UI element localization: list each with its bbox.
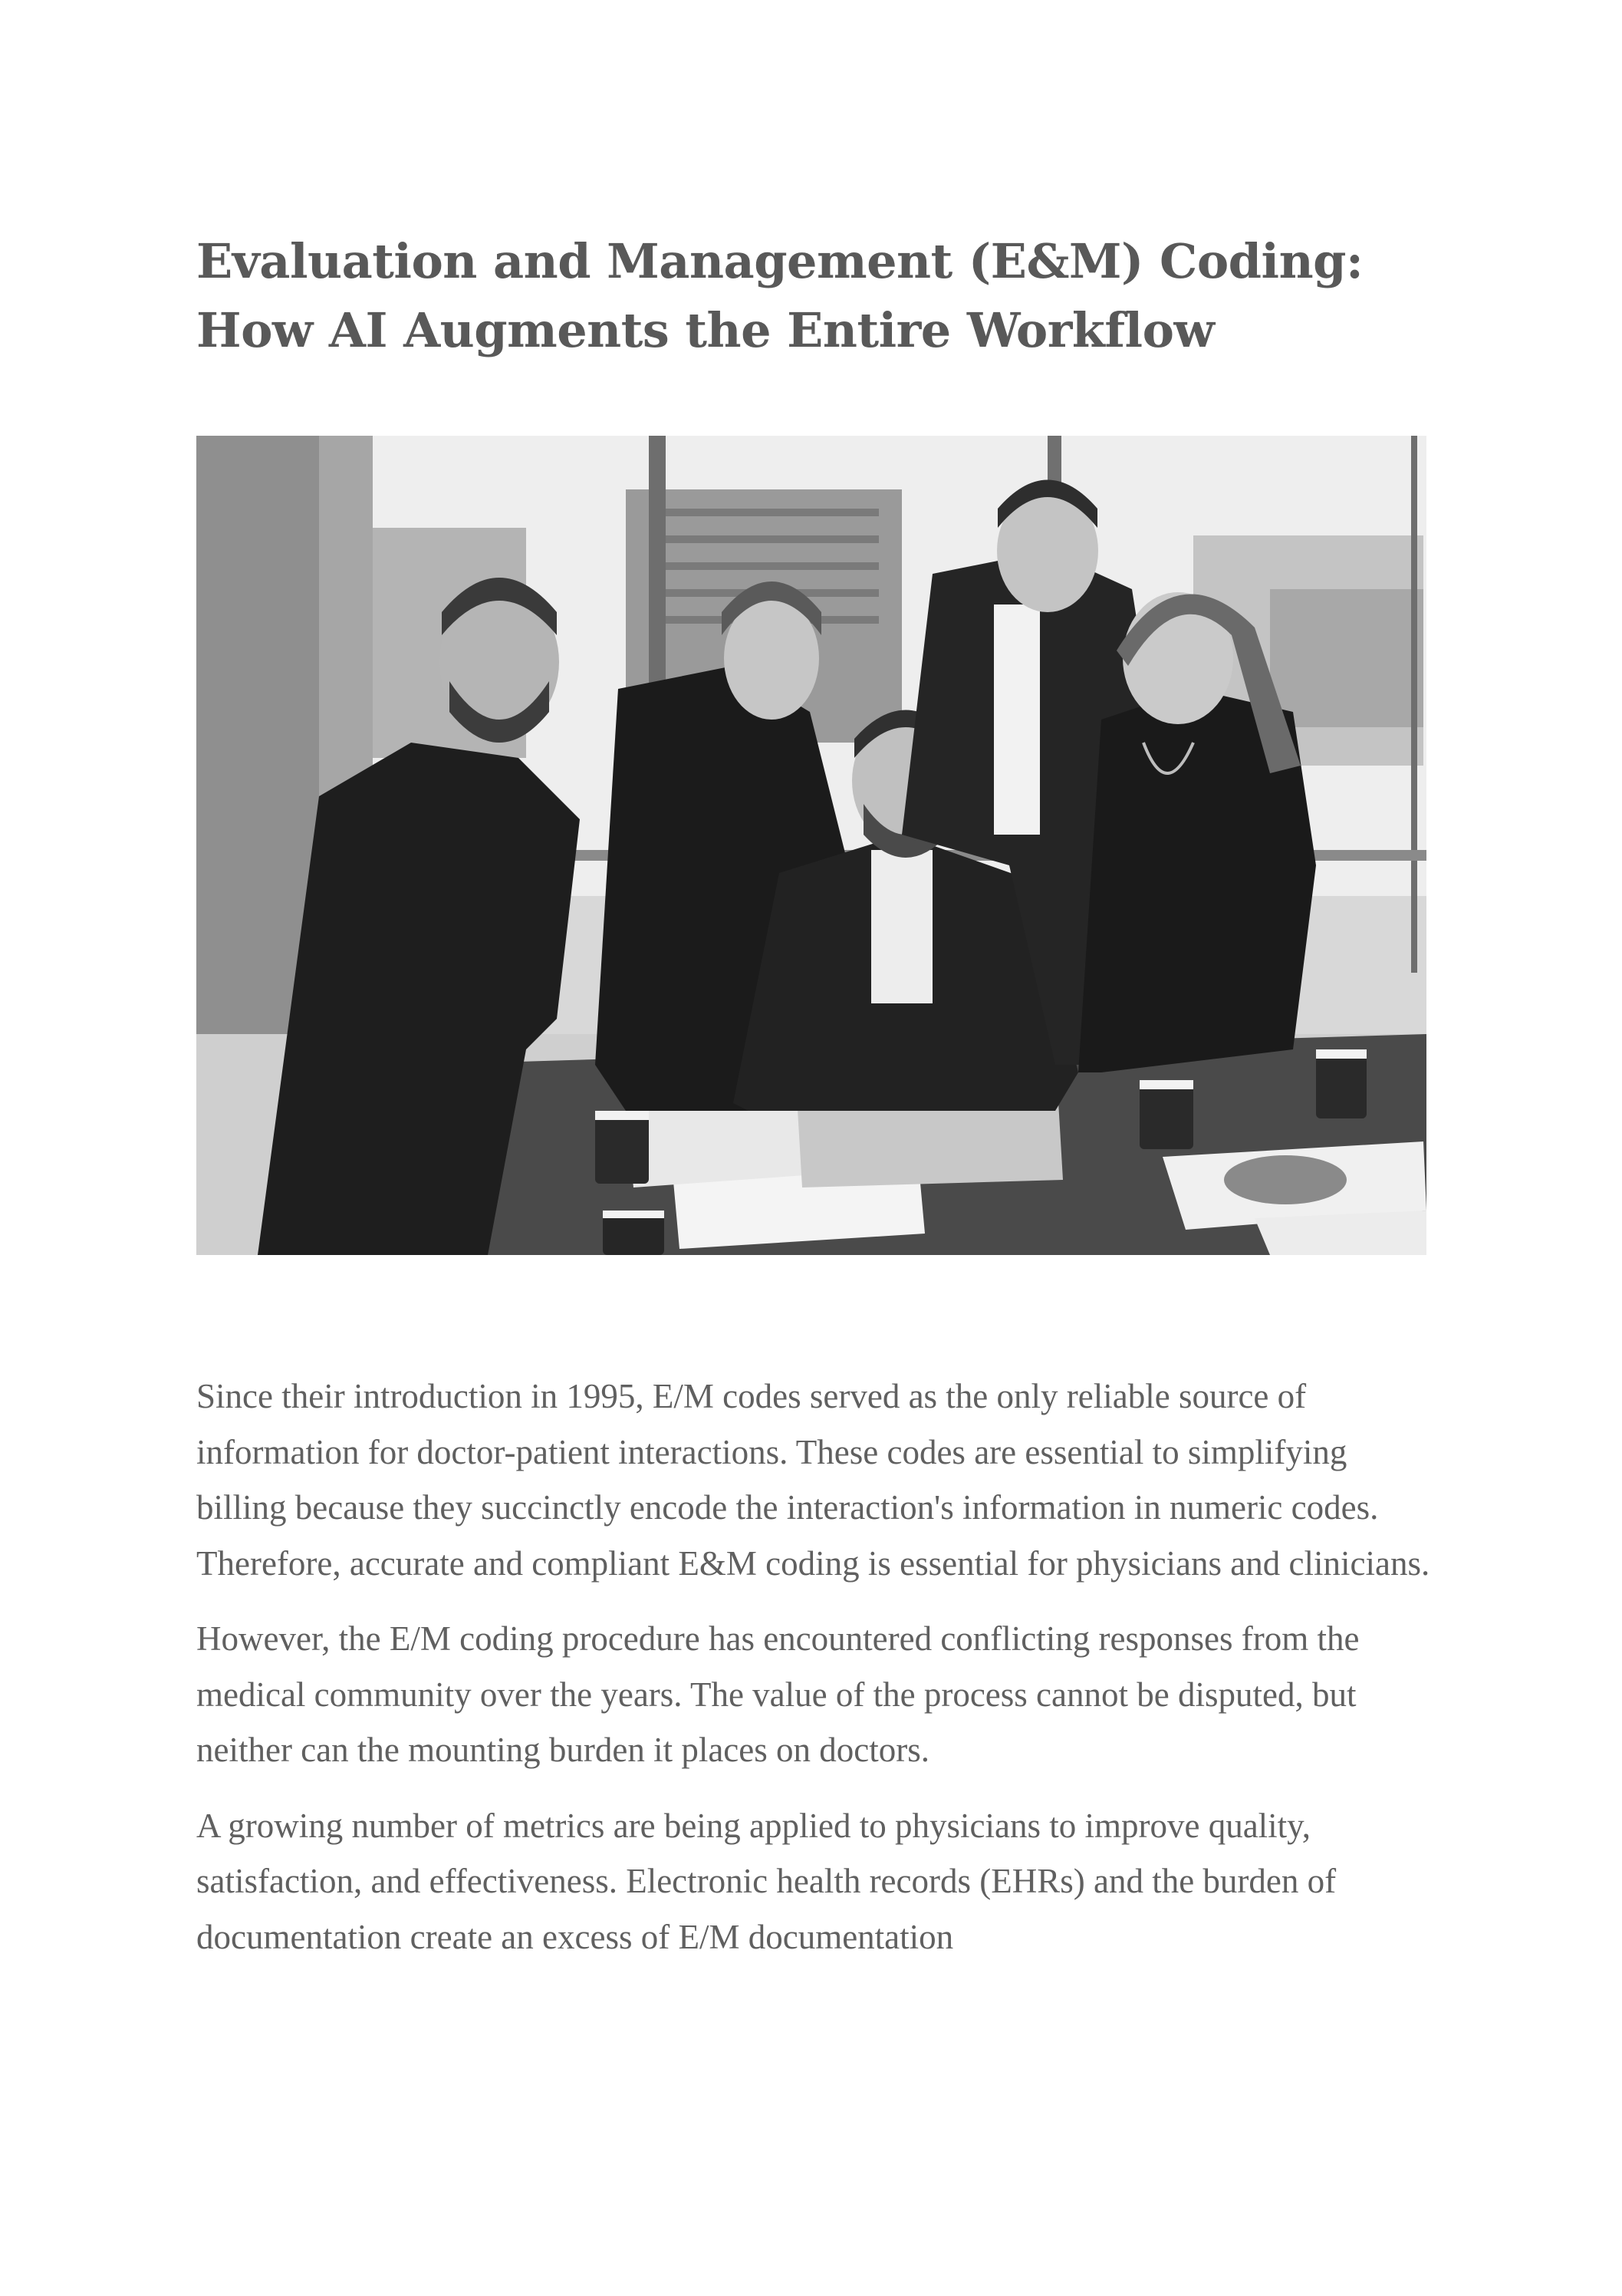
article-body bbox=[196, 1369, 1439, 1985]
paragraph: However, the E/M coding procedure has encountered conflicting responses from the medical community over the years. The value of the process cannot be disputed, but neither can the mounting burden it places on doctors. bbox=[196, 1619, 1360, 1769]
paragraph: A growing number of metrics are being applied to physicians to improve quality, satisfaction, and effectiveness. Electronic health records (EHRs) and the burden of documentation create an excess of E/M documentation bbox=[196, 1806, 1337, 1956]
paragraph: Since their introduction in 1995, E/M codes served as the only reliable source of information for doctor-patient interactions. These codes are essential to simplifying billing because they succinctly encode the interaction's information in numeric codes. Therefore, accurate and compliant E&M coding is essential for physicians and clinicians. bbox=[196, 1377, 1430, 1583]
article-title: Evaluation and Management (E&M) Coding: How AI Augments the Entire Workflow bbox=[196, 233, 1364, 358]
hero-photo bbox=[196, 436, 1426, 1255]
